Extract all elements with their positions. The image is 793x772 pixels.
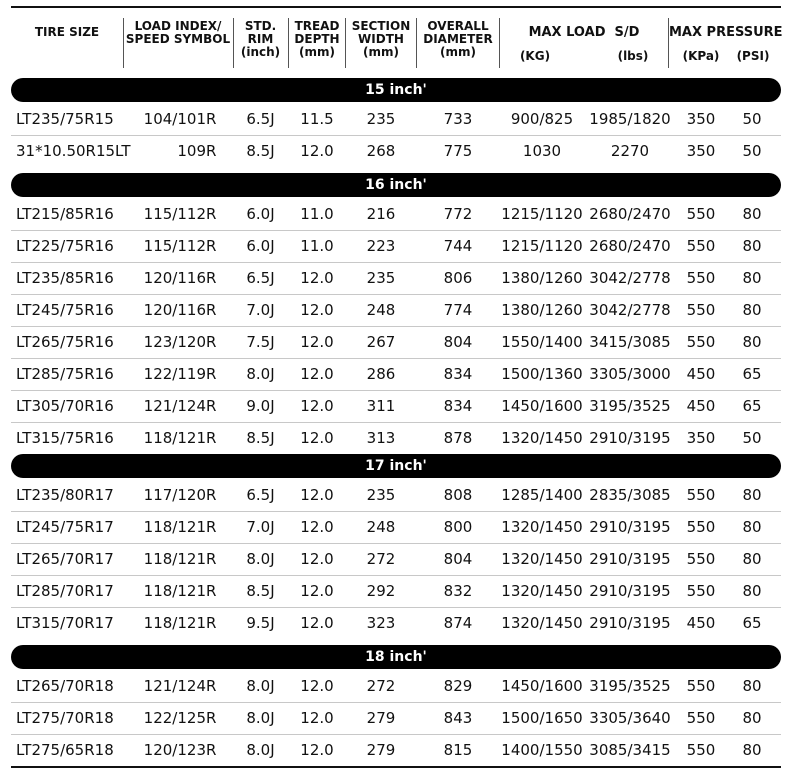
- cell-tire-size: LT305/70R16: [16, 397, 114, 415]
- cell-tire-size: LT235/80R17: [16, 486, 114, 504]
- cell-speed-symbol: R: [206, 269, 217, 287]
- cell-tread-depth: 12.0: [300, 741, 334, 759]
- cell-pressure-kpa: 550: [686, 486, 716, 504]
- cell-pressure-psi: 80: [742, 486, 762, 504]
- cell-max-load-kg: 1550/1400: [501, 333, 583, 351]
- cell-max-load-lbs: 2680/2470: [589, 205, 671, 223]
- cell-max-load-lbs: 2835/3085: [589, 486, 671, 504]
- cell-overall-diameter: 834: [443, 365, 473, 383]
- header-max-load-kg: [505, 50, 565, 63]
- cell-max-load-lbs: 2910/3195: [589, 429, 671, 447]
- cell-tread-depth: 12.0: [300, 333, 334, 351]
- header-section-line1: SECTION: [351, 19, 411, 33]
- cell-std-rim: 8.0J: [246, 550, 275, 568]
- cell-pressure-kpa: 550: [686, 518, 716, 536]
- header-max-load-title: MAX LOAD S/D: [528, 25, 640, 40]
- table-row: [0, 198, 793, 230]
- header-divider: [123, 18, 124, 68]
- cell-pressure-psi: 80: [742, 333, 762, 351]
- cell-load-index: 117/120: [143, 486, 206, 504]
- cell-section-width: 313: [366, 429, 396, 447]
- cell-load-index: 122/119: [143, 365, 206, 383]
- section-header-0: 15 inch': [11, 78, 781, 102]
- cell-max-load-lbs: 3415/3085: [589, 333, 671, 351]
- cell-max-load-kg: 1500/1650: [501, 709, 583, 727]
- cell-std-rim: 6.5J: [246, 110, 275, 128]
- header-divider: [668, 18, 669, 68]
- cell-pressure-psi: 65: [742, 365, 762, 383]
- header-overall-line3: (mm): [440, 45, 476, 59]
- cell-load-index: 123/120: [143, 333, 206, 351]
- cell-tread-depth: 12.0: [300, 582, 334, 600]
- cell-tread-depth: 12.0: [300, 518, 334, 536]
- cell-max-load-kg: 1285/1400: [501, 486, 583, 504]
- cell-std-rim: 8.0J: [246, 677, 275, 695]
- cell-max-load-kg: 900/825: [510, 110, 574, 128]
- cell-overall-diameter: 800: [443, 518, 473, 536]
- cell-tire-size: LT315/70R17: [16, 614, 114, 632]
- cell-overall-diameter: 834: [443, 397, 473, 415]
- cell-load-index: 118/121: [143, 614, 206, 632]
- table-row: [0, 607, 793, 639]
- cell-overall-diameter: 804: [443, 550, 473, 568]
- header-divider: [416, 18, 417, 68]
- cell-speed-symbol: R: [206, 709, 217, 727]
- cell-section-width: 216: [366, 205, 396, 223]
- cell-section-width: 311: [366, 397, 396, 415]
- cell-speed-symbol: R: [206, 205, 217, 223]
- cell-max-load-kg: 1450/1600: [501, 677, 583, 695]
- header-divider: [345, 18, 346, 68]
- cell-speed-symbol: R: [206, 582, 217, 600]
- cell-std-rim: 6.5J: [246, 269, 275, 287]
- cell-speed-symbol: R: [206, 486, 217, 504]
- cell-pressure-psi: 65: [742, 397, 762, 415]
- header-section-line2: WIDTH: [358, 32, 404, 46]
- cell-max-load-lbs: 2910/3195: [589, 550, 671, 568]
- cell-max-load-lbs: 2910/3195: [589, 582, 671, 600]
- cell-max-load-lbs: 3305/3000: [589, 365, 671, 383]
- header-divider: [233, 18, 234, 68]
- cell-max-load-kg: 1400/1550: [501, 741, 583, 759]
- cell-speed-symbol: R: [206, 741, 217, 759]
- cell-tread-depth: 11.0: [300, 237, 334, 255]
- cell-pressure-kpa: 550: [686, 205, 716, 223]
- cell-load-index: 109: [177, 142, 206, 160]
- cell-pressure-psi: 80: [742, 205, 762, 223]
- cell-section-width: 235: [366, 269, 396, 287]
- cell-pressure-psi: 80: [742, 237, 762, 255]
- section-header-3: 18 inch': [11, 645, 781, 669]
- cell-overall-diameter: 874: [443, 614, 473, 632]
- cell-max-load-lbs: 2910/3195: [589, 518, 671, 536]
- cell-pressure-kpa: 550: [686, 550, 716, 568]
- cell-speed-symbol: R: [206, 614, 217, 632]
- cell-max-load-kg: 1320/1450: [501, 518, 583, 536]
- cell-tire-size: LT285/70R17: [16, 582, 114, 600]
- cell-speed-symbol: R: [206, 429, 217, 447]
- cell-speed-symbol: R: [206, 518, 217, 536]
- cell-std-rim: 8.0J: [246, 709, 275, 727]
- cell-speed-symbol: R: [206, 550, 217, 568]
- cell-max-load-kg: 1320/1450: [501, 429, 583, 447]
- cell-speed-symbol: R: [206, 237, 217, 255]
- cell-tread-depth: 12.0: [300, 550, 334, 568]
- cell-section-width: 268: [366, 142, 396, 160]
- table-row: [0, 543, 793, 575]
- header-max-pressure-title: MAX PRESSURE: [669, 25, 783, 40]
- header-pressure-psi: [728, 50, 778, 63]
- header-max-pressure: [669, 26, 782, 39]
- cell-pressure-kpa: 550: [686, 582, 716, 600]
- cell-pressure-kpa: 550: [686, 237, 716, 255]
- cell-std-rim: 6.5J: [246, 486, 275, 504]
- cell-load-index: 118/121: [143, 582, 206, 600]
- cell-std-rim: 8.0J: [246, 365, 275, 383]
- table-row: [0, 358, 793, 390]
- header-max-load-lbs: [598, 50, 668, 63]
- cell-std-rim: 8.5J: [246, 429, 275, 447]
- cell-tread-depth: 12.0: [300, 709, 334, 727]
- cell-load-index: 115/112: [143, 205, 206, 223]
- cell-load-index: 118/121: [143, 550, 206, 568]
- cell-load-index: 120/123: [143, 741, 206, 759]
- cell-pressure-kpa: 450: [686, 397, 716, 415]
- section-header-1: 16 inch': [11, 173, 781, 197]
- cell-tire-size: LT265/70R17: [16, 550, 114, 568]
- cell-speed-symbol: R: [206, 110, 217, 128]
- cell-section-width: 272: [366, 677, 396, 695]
- header-overall-diameter: [417, 20, 499, 59]
- cell-load-index: 118/121: [143, 518, 206, 536]
- cell-pressure-psi: 50: [742, 110, 762, 128]
- header-pressure-kpa-text: (KPa): [682, 49, 720, 63]
- header-tread-depth: [289, 20, 345, 59]
- cell-load-index: 120/116: [143, 301, 206, 319]
- cell-tread-depth: 12.0: [300, 677, 334, 695]
- cell-pressure-kpa: 350: [686, 429, 716, 447]
- cell-max-load-kg: 1215/1120: [501, 205, 583, 223]
- table-row: [0, 103, 793, 135]
- cell-pressure-psi: 50: [742, 429, 762, 447]
- cell-tire-size: LT235/75R15: [16, 110, 114, 128]
- header-load-index: [124, 20, 232, 46]
- cell-load-index: 115/112: [143, 237, 206, 255]
- header-max-load-lbs-text: (lbs): [617, 49, 649, 63]
- cell-max-load-kg: 1500/1360: [501, 365, 583, 383]
- cell-overall-diameter: 774: [443, 301, 473, 319]
- cell-load-index: 121/124: [143, 397, 206, 415]
- cell-tread-depth: 12.0: [300, 486, 334, 504]
- header-rim-line3: (inch): [240, 45, 281, 59]
- cell-std-rim: 8.5J: [246, 142, 275, 160]
- cell-pressure-kpa: 550: [686, 269, 716, 287]
- cell-load-index: 120/116: [143, 269, 206, 287]
- cell-pressure-psi: 80: [742, 301, 762, 319]
- cell-speed-symbol: R: [206, 333, 217, 351]
- cell-tire-size: LT275/70R18: [16, 709, 114, 727]
- cell-overall-diameter: 832: [443, 582, 473, 600]
- header-load-index-line2: SPEED SYMBOL: [125, 32, 231, 46]
- cell-tire-size: LT265/75R16: [16, 333, 114, 351]
- cell-section-width: 292: [366, 582, 396, 600]
- cell-load-index: 121/124: [143, 677, 206, 695]
- cell-std-rim: 6.0J: [246, 205, 275, 223]
- cell-section-width: 248: [366, 301, 396, 319]
- table-row: [0, 262, 793, 294]
- cell-tread-depth: 11.0: [300, 205, 334, 223]
- table-row: [0, 326, 793, 358]
- header-max-load-kg-text: (KG): [519, 49, 551, 63]
- cell-pressure-psi: 80: [742, 677, 762, 695]
- header-overall-line2: DIAMETER: [423, 32, 493, 46]
- header-tread-line2: DEPTH: [294, 32, 340, 46]
- cell-overall-diameter: 744: [443, 237, 473, 255]
- cell-std-rim: 7.0J: [246, 518, 275, 536]
- cell-tread-depth: 12.0: [300, 429, 334, 447]
- cell-speed-symbol: R: [206, 365, 217, 383]
- cell-tire-size: LT235/85R16: [16, 269, 114, 287]
- header-section-width: [346, 20, 416, 59]
- cell-speed-symbol: R: [206, 397, 217, 415]
- cell-tread-depth: 12.0: [300, 269, 334, 287]
- cell-overall-diameter: 815: [443, 741, 473, 759]
- cell-max-load-kg: 1215/1120: [501, 237, 583, 255]
- cell-overall-diameter: 878: [443, 429, 473, 447]
- header-tire-size: [11, 26, 123, 39]
- cell-overall-diameter: 843: [443, 709, 473, 727]
- cell-section-width: 286: [366, 365, 396, 383]
- cell-tread-depth: 12.0: [300, 614, 334, 632]
- cell-tread-depth: 12.0: [300, 301, 334, 319]
- cell-std-rim: 9.0J: [246, 397, 275, 415]
- header-section-line3: (mm): [363, 45, 399, 59]
- table-row: [0, 575, 793, 607]
- cell-max-load-lbs: 3305/3640: [589, 709, 671, 727]
- cell-max-load-kg: 1380/1260: [501, 269, 583, 287]
- cell-tread-depth: 11.5: [300, 110, 334, 128]
- cell-pressure-psi: 80: [742, 741, 762, 759]
- cell-pressure-psi: 80: [742, 582, 762, 600]
- cell-overall-diameter: 772: [443, 205, 473, 223]
- cell-max-load-kg: 1320/1450: [501, 550, 583, 568]
- cell-overall-diameter: 829: [443, 677, 473, 695]
- cell-speed-symbol: R: [206, 301, 217, 319]
- header-tire-size-text: TIRE SIZE: [34, 25, 100, 39]
- header-divider: [288, 18, 289, 68]
- table-row: [0, 670, 793, 702]
- header-divider: [499, 18, 500, 68]
- cell-pressure-kpa: 350: [686, 142, 716, 160]
- cell-tread-depth: 12.0: [300, 142, 334, 160]
- cell-tire-size: LT275/65R18: [16, 741, 114, 759]
- cell-section-width: 235: [366, 486, 396, 504]
- cell-pressure-psi: 80: [742, 709, 762, 727]
- cell-load-index: 122/125: [143, 709, 206, 727]
- header-load-index-line1: LOAD INDEX/: [134, 19, 222, 33]
- header-rim-line2: RIM: [247, 32, 274, 46]
- cell-std-rim: 6.0J: [246, 237, 275, 255]
- table-bottom-rule: [11, 766, 781, 768]
- cell-speed-symbol: R: [206, 677, 217, 695]
- header-tread-line3: (mm): [299, 45, 335, 59]
- cell-tread-depth: 12.0: [300, 365, 334, 383]
- section-header-2: 17 inch': [11, 454, 781, 478]
- cell-section-width: 279: [366, 709, 396, 727]
- cell-pressure-psi: 65: [742, 614, 762, 632]
- cell-max-load-lbs: 2270: [610, 142, 650, 160]
- cell-tire-size: LT245/75R16: [16, 301, 114, 319]
- cell-pressure-psi: 80: [742, 269, 762, 287]
- cell-max-load-lbs: 2910/3195: [589, 614, 671, 632]
- header-tread-line1: TREAD: [294, 19, 340, 33]
- cell-max-load-lbs: 3195/3525: [589, 677, 671, 695]
- cell-tire-size: LT265/70R18: [16, 677, 114, 695]
- cell-overall-diameter: 733: [443, 110, 473, 128]
- cell-pressure-kpa: 450: [686, 365, 716, 383]
- header-overall-line1: OVERALL: [427, 19, 489, 33]
- cell-overall-diameter: 804: [443, 333, 473, 351]
- cell-speed-symbol: R: [206, 142, 217, 160]
- cell-tire-size: LT215/85R16: [16, 205, 114, 223]
- cell-max-load-lbs: 3042/2778: [589, 301, 671, 319]
- cell-pressure-kpa: 550: [686, 741, 716, 759]
- cell-max-load-kg: 1320/1450: [501, 614, 583, 632]
- cell-pressure-psi: 80: [742, 550, 762, 568]
- cell-load-index: 104/101: [143, 110, 206, 128]
- header-pressure-psi-text: (PSI): [736, 49, 770, 63]
- cell-pressure-kpa: 550: [686, 333, 716, 351]
- cell-pressure-kpa: 450: [686, 614, 716, 632]
- cell-overall-diameter: 808: [443, 486, 473, 504]
- table-row: [0, 734, 793, 766]
- cell-overall-diameter: 775: [443, 142, 473, 160]
- cell-max-load-kg: 1450/1600: [501, 397, 583, 415]
- cell-section-width: 272: [366, 550, 396, 568]
- cell-overall-diameter: 806: [443, 269, 473, 287]
- cell-max-load-lbs: 3085/3415: [589, 741, 671, 759]
- cell-std-rim: 9.5J: [246, 614, 275, 632]
- cell-max-load-kg: 1380/1260: [501, 301, 583, 319]
- cell-std-rim: 8.5J: [246, 582, 275, 600]
- header-max-load: [500, 26, 668, 39]
- cell-std-rim: 8.0J: [246, 741, 275, 759]
- header-std-rim: [233, 20, 288, 59]
- table-row: [0, 230, 793, 262]
- cell-tire-size: 31*10.50R15LT: [16, 142, 131, 160]
- cell-max-load-lbs: 2680/2470: [589, 237, 671, 255]
- header-pressure-kpa: [676, 50, 726, 63]
- table-row: [0, 422, 793, 454]
- cell-max-load-lbs: 3195/3525: [589, 397, 671, 415]
- cell-tire-size: LT315/75R16: [16, 429, 114, 447]
- cell-max-load-kg: 1030: [522, 142, 562, 160]
- cell-tire-size: LT285/75R16: [16, 365, 114, 383]
- cell-tread-depth: 12.0: [300, 397, 334, 415]
- cell-section-width: 235: [366, 110, 396, 128]
- cell-pressure-psi: 80: [742, 518, 762, 536]
- cell-section-width: 267: [366, 333, 396, 351]
- cell-max-load-lbs: 1985/1820: [589, 110, 671, 128]
- table-row: [0, 511, 793, 543]
- header-rim-line1: STD.: [244, 19, 277, 33]
- cell-std-rim: 7.5J: [246, 333, 275, 351]
- cell-pressure-kpa: 350: [686, 110, 716, 128]
- table-row: [0, 702, 793, 734]
- cell-max-load-kg: 1320/1450: [501, 582, 583, 600]
- table-row: [0, 479, 793, 511]
- cell-max-load-lbs: 3042/2778: [589, 269, 671, 287]
- cell-std-rim: 7.0J: [246, 301, 275, 319]
- table-row: [0, 390, 793, 422]
- cell-section-width: 223: [366, 237, 396, 255]
- cell-tire-size: LT245/75R17: [16, 518, 114, 536]
- table-row: [0, 294, 793, 326]
- table-top-rule: [11, 6, 781, 8]
- cell-tire-size: LT225/75R16: [16, 237, 114, 255]
- cell-section-width: 248: [366, 518, 396, 536]
- cell-load-index: 118/121: [143, 429, 206, 447]
- cell-section-width: 279: [366, 741, 396, 759]
- cell-section-width: 323: [366, 614, 396, 632]
- table-row: [0, 135, 793, 167]
- cell-pressure-kpa: 550: [686, 301, 716, 319]
- cell-pressure-kpa: 550: [686, 709, 716, 727]
- cell-pressure-kpa: 550: [686, 677, 716, 695]
- cell-pressure-psi: 50: [742, 142, 762, 160]
